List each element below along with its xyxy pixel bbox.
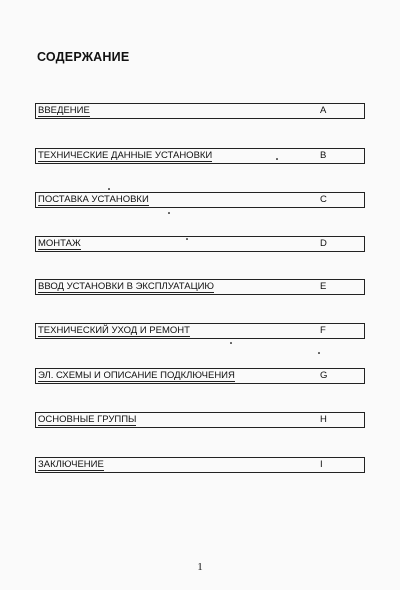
toc-row-title: ВВЕДЕНИЕ	[38, 105, 90, 116]
toc-row-title: ТЕХНИЧЕСКИЙ УХОД И РЕМОНТ	[38, 325, 190, 336]
toc-row-letter: H	[320, 414, 327, 425]
scan-speck	[168, 212, 170, 214]
toc-row-letter: F	[320, 325, 326, 336]
page-number: 1	[197, 561, 203, 573]
toc-row-technical-data[interactable]	[35, 148, 365, 164]
toc-row-conclusion[interactable]	[35, 457, 365, 473]
scan-speck	[276, 158, 278, 160]
toc-row-title: ЗАКЛЮЧЕНИЕ	[38, 459, 104, 470]
toc-row-installation[interactable]	[35, 236, 365, 252]
toc-row-letter: I	[320, 459, 323, 470]
toc-row-letter: B	[320, 150, 327, 161]
toc-row-title: ТЕХНИЧЕСКИЕ ДАННЫЕ УСТАНОВКИ	[38, 150, 213, 161]
toc-row-title: ВВОД УСТАНОВКИ В ЭКСПЛУАТАЦИЮ	[38, 281, 215, 292]
toc-row-introduction[interactable]	[35, 103, 365, 119]
toc-row-letter: A	[320, 105, 327, 116]
toc-row-wiring[interactable]	[35, 368, 365, 384]
toc-row-letter: D	[320, 238, 327, 249]
toc-row-delivery[interactable]	[35, 192, 365, 208]
toc-row-title: ОСНОВНЫЕ ГРУППЫ	[38, 414, 137, 425]
toc-row-commissioning[interactable]	[35, 279, 365, 295]
scan-speck	[230, 342, 232, 344]
toc-row-title: ЭЛ. СХЕМЫ И ОПИСАНИЕ ПОДКЛЮЧЕНИЯ	[38, 370, 235, 381]
scan-speck	[108, 188, 110, 190]
toc-row-letter: G	[320, 370, 328, 381]
toc-row-main-groups[interactable]	[35, 412, 365, 428]
toc-row-maintenance[interactable]	[35, 323, 365, 339]
toc-row-letter: E	[320, 281, 327, 292]
scan-speck	[318, 352, 320, 354]
scan-speck	[186, 238, 188, 240]
toc-row-letter: C	[320, 194, 327, 205]
page-title: СОДЕРЖАНИЕ	[37, 50, 130, 64]
toc-row-title: ПОСТАВКА УСТАНОВКИ	[38, 194, 149, 205]
toc-row-title: МОНТАЖ	[38, 238, 81, 249]
